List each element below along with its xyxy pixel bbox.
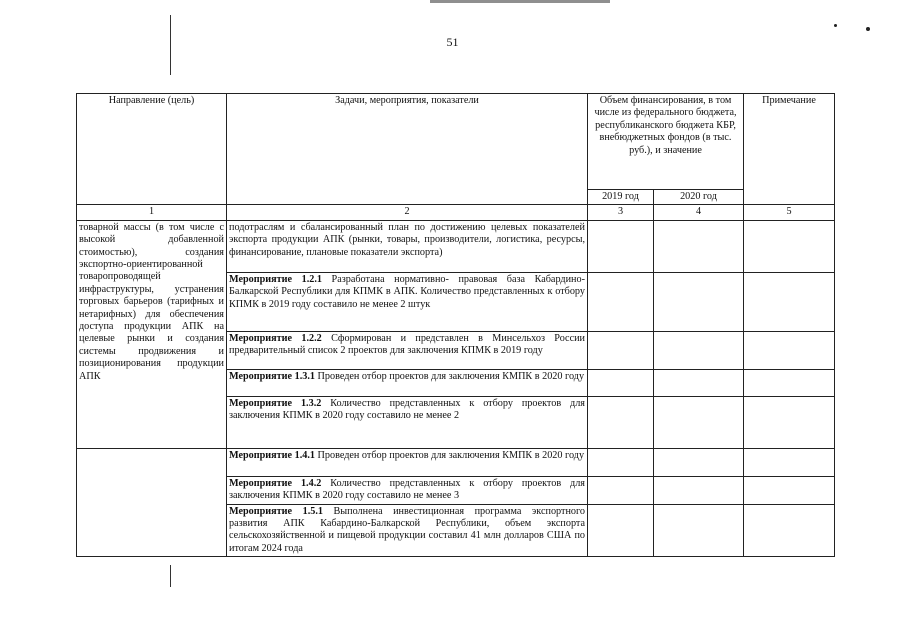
- value-2019: [588, 272, 654, 331]
- value-2020: [654, 220, 744, 272]
- task-cell: [227, 331, 588, 369]
- value-2019: [588, 396, 654, 448]
- page-number: 51: [446, 35, 459, 49]
- task-cell: [227, 448, 588, 476]
- note-cell: [744, 396, 835, 448]
- value-2019: [588, 448, 654, 476]
- value-2019: [588, 504, 654, 557]
- value-2019: [588, 369, 654, 396]
- value-2020: [654, 272, 744, 331]
- col-number: 2: [227, 205, 588, 220]
- task-cell: [227, 220, 588, 272]
- value-2020: [654, 504, 744, 557]
- note-cell: [744, 476, 835, 504]
- header-row: [77, 94, 835, 190]
- direction-cell: товарной массы (в том числе с высокой добавленной стоимостью), создания экспортно-ориентированной товаропроводящей инфраструктуры, устранения торговых барьеров (тарифных и нетарифных) для обеспечения доступа продукции АПК на целевые рынки и создания системы продвижения и позиционирования продукции АПК: [77, 220, 227, 448]
- value-2020: [654, 396, 744, 448]
- top-scan-artifact: [430, 0, 610, 3]
- task-text: Выполнена инвестиционная программа экспортного развития АПК Кабардино-Балкарской Республики, объем экспорта сельскохозяйственной и пищевой продукции составил 41 млн долларов США по итогам 2024 года: [229, 505, 586, 554]
- task-text: Проведен отбор проектов для заключения КМПК в 2020 году: [315, 370, 585, 382]
- task-text: Количество представленных к отбору проектов для заключения КПМК в 2020 году составило не менее 2: [229, 397, 585, 422]
- note-cell: [744, 331, 835, 369]
- task-cell: [227, 396, 588, 448]
- col-number: 4: [654, 205, 744, 220]
- note-cell: [744, 272, 835, 331]
- value-2020: [654, 369, 744, 396]
- task-text: подотраслям и сбалансированный план по достижению целевых показателей экспорта продукции АПК (рынки, товары, производители, логистика, ресурсы, финансирование, плановые показатели экспорта): [229, 221, 585, 258]
- value-2020: [654, 476, 744, 504]
- measure-label: Мероприятие 1.2.2: [229, 332, 322, 344]
- col-number: 5: [744, 205, 835, 220]
- header-funding: Объем финансирования, в том числе из федерального бюджета, республиканского бюджета КБР, внебюджетных фондов (в тыс. руб.), и значение: [588, 94, 744, 190]
- table-row: [77, 448, 835, 476]
- value-2019: [588, 476, 654, 504]
- value-2019: [588, 220, 654, 272]
- header-year-2019: 2019 год: [588, 190, 654, 205]
- note-cell: [744, 448, 835, 476]
- table-row: [77, 220, 835, 272]
- task-text: Сформирован и представлен в Минсельхоз России предварительный список 2 проектов для заключения КПМК в 2019 году: [229, 332, 585, 357]
- task-cell: [227, 504, 588, 557]
- header-tasks: Задачи, мероприятия, показатели: [227, 94, 588, 205]
- task-cell: [227, 272, 588, 331]
- value-2020: [654, 448, 744, 476]
- scan-dot: [866, 27, 870, 31]
- header-direction: Направление (цель): [77, 94, 227, 205]
- task-text: Проведен отбор проектов для заключения КМПК в 2020 году: [315, 449, 585, 461]
- margin-line: [170, 565, 171, 587]
- task-text: Количество представленных к отбору проектов для заключения КПМК в 2020 году составило не менее 3: [229, 477, 585, 502]
- note-cell: [744, 220, 835, 272]
- task-cell: [227, 369, 588, 396]
- task-text: Разработана нормативно- правовая база Кабардино-Балкарской Республики для КПМК в АПК. Количество представленных к отбору КПМК в 2019 году составило не менее 2 штук: [229, 273, 585, 310]
- measure-label: Мероприятие 1.2.1: [229, 273, 322, 285]
- direction-cell-empty: [77, 448, 227, 556]
- financing-table: [76, 93, 835, 557]
- measure-label: Мероприятие 1.4.1: [229, 449, 315, 461]
- header-note: Примечание: [744, 94, 835, 205]
- col-number: 1: [77, 205, 227, 220]
- note-cell: [744, 504, 835, 557]
- measure-label: Мероприятие 1.3.2: [229, 397, 322, 409]
- note-cell: [744, 369, 835, 396]
- task-cell: [227, 476, 588, 504]
- value-2019: [588, 331, 654, 369]
- header-year-2020: 2020 год: [654, 190, 744, 205]
- scan-dot: [834, 24, 837, 27]
- column-number-row: [77, 205, 835, 220]
- measure-label: Мероприятие 1.5.1: [229, 505, 323, 517]
- measure-label: Мероприятие 1.4.2: [229, 477, 322, 489]
- value-2020: [654, 331, 744, 369]
- measure-label: Мероприятие 1.3.1: [229, 370, 315, 382]
- col-number: 3: [588, 205, 654, 220]
